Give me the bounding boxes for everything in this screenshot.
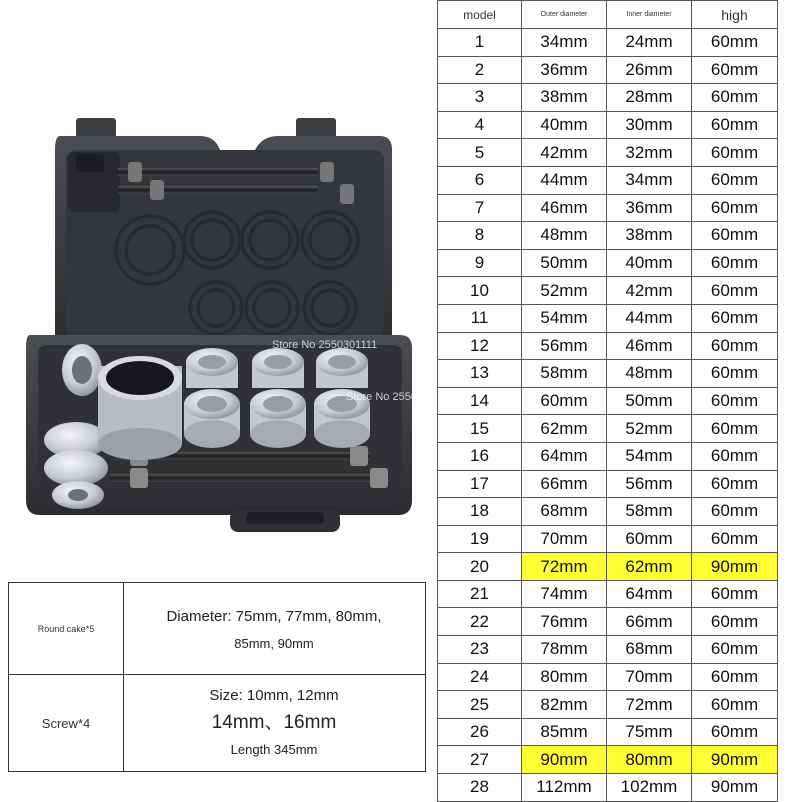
product-photo-tool-kit-case: [0, 0, 452, 560]
cell-inner-diameter: 36mm: [607, 194, 692, 222]
cell-model: 23: [438, 636, 522, 664]
cell-outer-diameter: 76mm: [522, 608, 607, 636]
cell-high: 60mm: [692, 277, 778, 305]
spec-label: Screw*4: [9, 675, 124, 771]
table-row: [438, 415, 778, 443]
spec-label: Round cake*5: [9, 583, 124, 674]
cell-outer-diameter: 48mm: [522, 222, 607, 250]
cell-high: 60mm: [692, 139, 778, 167]
large-receiver-cup: [98, 356, 182, 460]
cell-inner-diameter: 28mm: [607, 84, 692, 112]
cell-high: 60mm: [692, 56, 778, 84]
accessory-spec-table: [8, 582, 426, 772]
cell-high: 60mm: [692, 166, 778, 194]
cell-model: 6: [438, 166, 522, 194]
spec-value: [123, 583, 425, 674]
table-row: [438, 387, 778, 415]
size-table-header: [438, 1, 778, 29]
table-row: [438, 636, 778, 664]
cell-high: 60mm: [692, 249, 778, 277]
cell-high: 60mm: [692, 718, 778, 746]
spec-value-line: Size: 10mm, 12mm: [209, 687, 339, 704]
cell-outer-diameter: 38mm: [522, 84, 607, 112]
cell-outer-diameter: 42mm: [522, 139, 607, 167]
cell-model: 11: [438, 304, 522, 332]
table-row: [438, 442, 778, 470]
cell-high: 60mm: [692, 663, 778, 691]
cell-outer-diameter: 68mm: [522, 498, 607, 526]
cell-outer-diameter: 70mm: [522, 525, 607, 553]
cell-high: 60mm: [692, 498, 778, 526]
cell-inner-diameter: 24mm: [607, 29, 692, 57]
table-row: [438, 470, 778, 498]
cell-high: 60mm: [692, 29, 778, 57]
cell-outer-diameter: 58mm: [522, 360, 607, 388]
cell-model: 12: [438, 332, 522, 360]
cell-inner-diameter: 72mm: [607, 691, 692, 719]
table-row: [438, 746, 778, 774]
table-row: [438, 249, 778, 277]
cell-high: 60mm: [692, 525, 778, 553]
cell-model: 16: [438, 442, 522, 470]
table-row: [438, 166, 778, 194]
cell-model: 26: [438, 718, 522, 746]
cell-model: 9: [438, 249, 522, 277]
cell-high: 60mm: [692, 608, 778, 636]
cell-inner-diameter: 44mm: [607, 304, 692, 332]
cell-model: 21: [438, 580, 522, 608]
cell-model: 1: [438, 29, 522, 57]
cell-inner-diameter: 58mm: [607, 498, 692, 526]
cell-outer-diameter: 54mm: [522, 304, 607, 332]
table-row: [438, 774, 778, 802]
cell-inner-diameter: 48mm: [607, 360, 692, 388]
cell-high: 90mm: [692, 774, 778, 802]
cell-model: 8: [438, 222, 522, 250]
cell-outer-diameter: 56mm: [522, 332, 607, 360]
cell-outer-diameter: 44mm: [522, 166, 607, 194]
cell-high: 60mm: [692, 304, 778, 332]
cell-high: 60mm: [692, 691, 778, 719]
cell-outer-diameter: 62mm: [522, 415, 607, 443]
cell-model: 3: [438, 84, 522, 112]
cell-inner-diameter: 32mm: [607, 139, 692, 167]
cell-inner-diameter: 34mm: [607, 166, 692, 194]
cell-model: 13: [438, 360, 522, 388]
spec-value-line: Diameter: 75mm, 77mm, 80mm,: [166, 607, 382, 625]
cell-model: 5: [438, 139, 522, 167]
cell-high: 90mm: [692, 553, 778, 581]
cell-outer-diameter: 52mm: [522, 277, 607, 305]
cell-inner-diameter: 46mm: [607, 332, 692, 360]
cell-inner-diameter: 66mm: [607, 608, 692, 636]
table-row: [438, 718, 778, 746]
cell-inner-diameter: 102mm: [607, 774, 692, 802]
table-row: [438, 360, 778, 388]
table-row: [438, 553, 778, 581]
cell-outer-diameter: 80mm: [522, 663, 607, 691]
cell-high: 90mm: [692, 746, 778, 774]
cell-inner-diameter: 75mm: [607, 718, 692, 746]
spec-value: [123, 675, 425, 771]
cell-inner-diameter: 50mm: [607, 387, 692, 415]
spec-value-line: Length 345mm: [230, 742, 318, 757]
table-row: [438, 663, 778, 691]
cell-high: 60mm: [692, 194, 778, 222]
table-row: [438, 691, 778, 719]
watermark-1: Store No 2550301111: [272, 339, 378, 351]
watermark-2: Store No 2550301111: [346, 391, 452, 403]
cell-high: 60mm: [692, 580, 778, 608]
cell-model: 7: [438, 194, 522, 222]
sleeve-cups: [184, 348, 370, 448]
header-high: high: [692, 1, 778, 29]
cell-high: 60mm: [692, 222, 778, 250]
cell-outer-diameter: 66mm: [522, 470, 607, 498]
cell-inner-diameter: 68mm: [607, 636, 692, 664]
cell-model: 25: [438, 691, 522, 719]
cell-outer-diameter: 46mm: [522, 194, 607, 222]
cell-inner-diameter: 52mm: [607, 415, 692, 443]
table-row: [438, 194, 778, 222]
cell-model: 28: [438, 774, 522, 802]
cell-model: 14: [438, 387, 522, 415]
cell-outer-diameter: 60mm: [522, 387, 607, 415]
cell-inner-diameter: 40mm: [607, 249, 692, 277]
cell-inner-diameter: 42mm: [607, 277, 692, 305]
header-model: model: [438, 1, 522, 29]
cell-outer-diameter: 85mm: [522, 718, 607, 746]
cell-model: 2: [438, 56, 522, 84]
cell-outer-diameter: 36mm: [522, 56, 607, 84]
table-row: [438, 580, 778, 608]
size-table: [437, 0, 777, 800]
spec-row-round-cake: [9, 583, 425, 675]
cell-model: 18: [438, 498, 522, 526]
cell-outer-diameter: 90mm: [522, 746, 607, 774]
table-row: [438, 498, 778, 526]
cell-inner-diameter: 30mm: [607, 111, 692, 139]
cell-outer-diameter: 50mm: [522, 249, 607, 277]
table-row: [438, 139, 778, 167]
cell-outer-diameter: 72mm: [522, 553, 607, 581]
cell-model: 24: [438, 663, 522, 691]
header-outer-diameter: Outer diameter: [522, 1, 607, 29]
cell-model: 4: [438, 111, 522, 139]
spec-row-screw: [9, 675, 425, 771]
cell-model: 20: [438, 553, 522, 581]
table-row: [438, 84, 778, 112]
cell-outer-diameter: 34mm: [522, 29, 607, 57]
table-row: [438, 277, 778, 305]
cell-model: 19: [438, 525, 522, 553]
cell-high: 60mm: [692, 636, 778, 664]
table-row: [438, 29, 778, 57]
cell-high: 60mm: [692, 111, 778, 139]
cell-model: 10: [438, 277, 522, 305]
cell-inner-diameter: 26mm: [607, 56, 692, 84]
cell-high: 60mm: [692, 332, 778, 360]
cell-outer-diameter: 112mm: [522, 774, 607, 802]
table-row: [438, 222, 778, 250]
cell-outer-diameter: 74mm: [522, 580, 607, 608]
cell-high: 60mm: [692, 470, 778, 498]
case-lid: [55, 118, 392, 345]
cell-model: 17: [438, 470, 522, 498]
cell-inner-diameter: 64mm: [607, 580, 692, 608]
table-row: [438, 525, 778, 553]
table-row: [438, 608, 778, 636]
header-inner-diameter: Inner diameter: [607, 1, 692, 29]
cell-high: 60mm: [692, 360, 778, 388]
cell-model: 22: [438, 608, 522, 636]
cell-inner-diameter: 56mm: [607, 470, 692, 498]
cell-high: 60mm: [692, 415, 778, 443]
cell-outer-diameter: 40mm: [522, 111, 607, 139]
table-row: [438, 304, 778, 332]
cell-inner-diameter: 62mm: [607, 553, 692, 581]
table-row: [438, 111, 778, 139]
cell-high: 60mm: [692, 387, 778, 415]
spec-value-line: 14mm、16mm: [211, 712, 337, 733]
cell-high: 60mm: [692, 84, 778, 112]
cell-inner-diameter: 38mm: [607, 222, 692, 250]
cell-inner-diameter: 54mm: [607, 442, 692, 470]
cell-model: 27: [438, 746, 522, 774]
spec-value-line: 85mm, 90mm: [234, 635, 314, 651]
cell-model: 15: [438, 415, 522, 443]
cell-outer-diameter: 64mm: [522, 442, 607, 470]
cell-outer-diameter: 82mm: [522, 691, 607, 719]
cell-high: 60mm: [692, 442, 778, 470]
table-row: [438, 56, 778, 84]
cell-outer-diameter: 78mm: [522, 636, 607, 664]
table-row: [438, 332, 778, 360]
cell-inner-diameter: 80mm: [607, 746, 692, 774]
cell-inner-diameter: 60mm: [607, 525, 692, 553]
cell-inner-diameter: 70mm: [607, 663, 692, 691]
